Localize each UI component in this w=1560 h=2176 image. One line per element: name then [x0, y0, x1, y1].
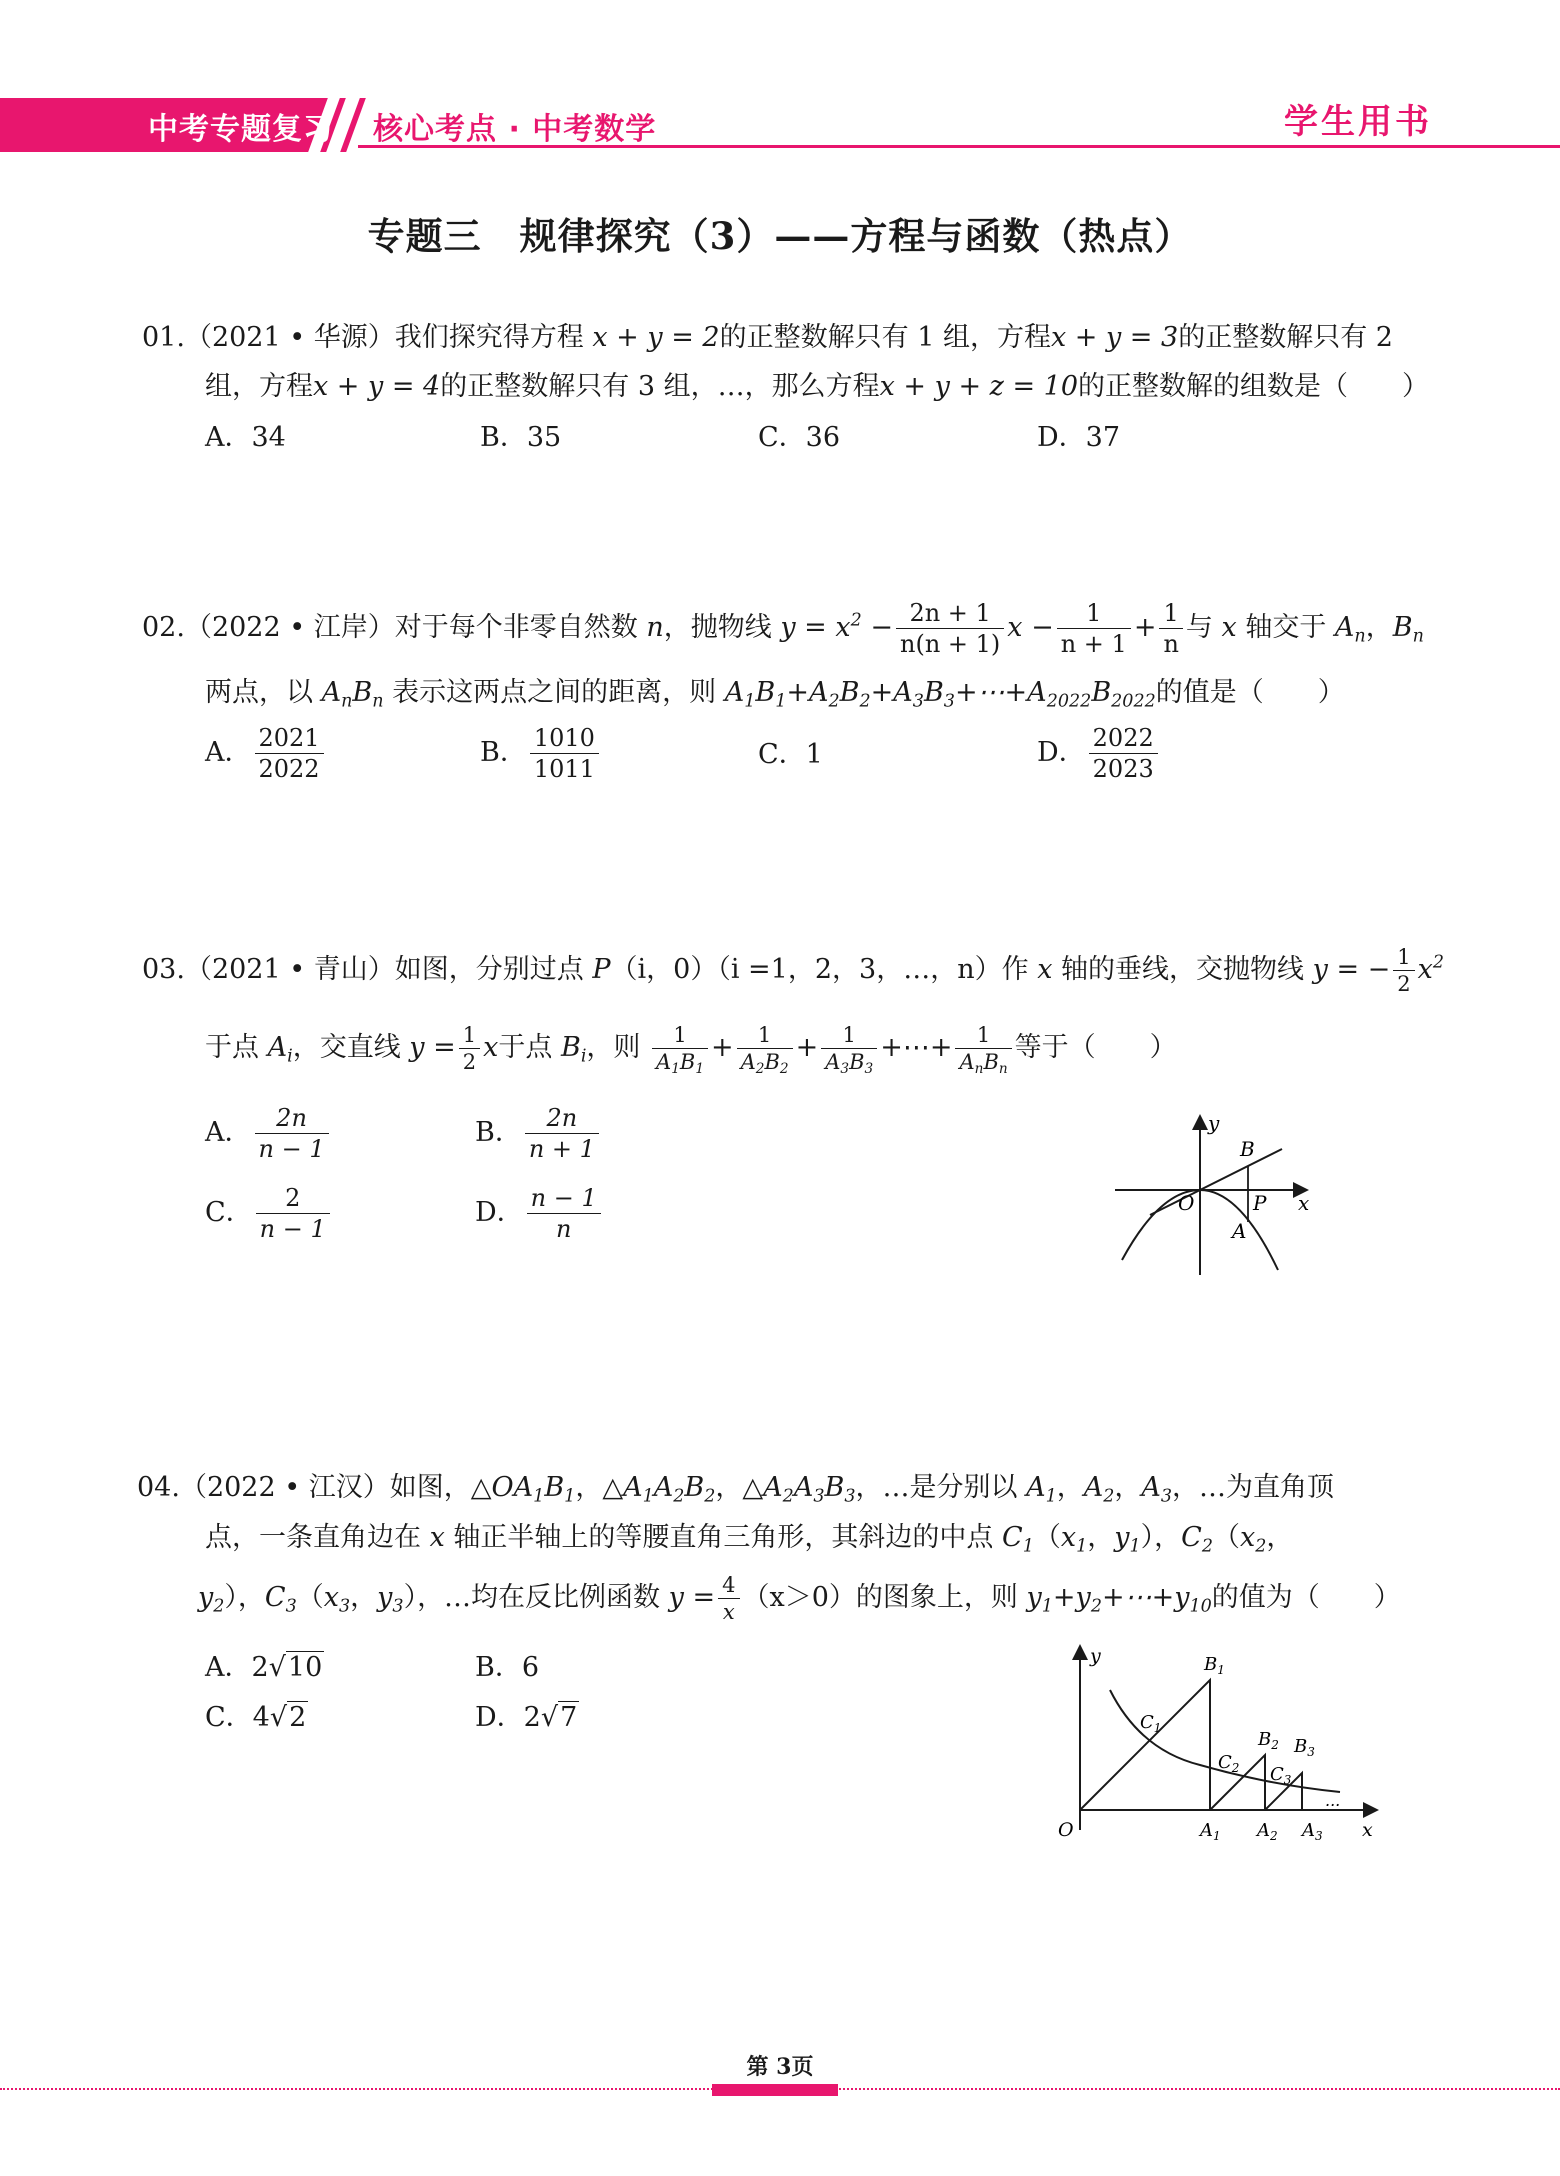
- q1-equation: x + y = 2: [592, 322, 720, 353]
- label-x: x: [1298, 1191, 1310, 1215]
- q4-option-c[interactable]: C．4√2: [205, 1702, 307, 1733]
- q3-option-c[interactable]: C． $\frac{2}{n - 1}$: [205, 1178, 333, 1248]
- q2-option-b[interactable]: B． $\frac{1010}{1011}$: [480, 718, 602, 788]
- q4-line1: 04.（2022 • 江汉）如图，$\triangle OA_1B_1$，$\triangle A_1A_2B_2$，$\triangle A_2A_3B_3$，…是分别以 $A_1$，$A_2$，$A_3$，…为直角顶: [137, 1472, 1335, 1507]
- q4-text: ，…为直角顶: [1172, 1472, 1335, 1503]
- q2-source: （2022 • 江岸）: [184, 612, 395, 643]
- label-y: y: [1090, 1645, 1101, 1667]
- q2-option-d[interactable]: D． $\frac{2022}{2023}$: [1037, 718, 1161, 788]
- q4-option-b[interactable]: B．6: [475, 1652, 540, 1683]
- footer-accent-bar: [712, 2084, 838, 2096]
- q2-number: 02.: [142, 612, 185, 643]
- q4-figure: [1040, 1640, 1380, 1840]
- label-c2: $C_2$: [1218, 1752, 1240, 1775]
- q4-line2: 点，一条直角边在 x 轴正半轴上的等腰直角三角形，其斜边的中点 $C_1(x_1$，$y_1$），$C_2(x_2$，: [205, 1522, 1294, 1557]
- q3-figure: [1110, 1110, 1320, 1280]
- q2-text: 表示这两点之间的距离，则: [392, 677, 717, 708]
- label-a2: $A_2$: [1257, 1820, 1278, 1840]
- q2-option-c[interactable]: C．1: [758, 739, 823, 770]
- q4-text: 轴正半轴上的等腰直角三角形，其斜边的中点: [453, 1522, 994, 1553]
- triangle-oa1b1: [1080, 1680, 1210, 1810]
- page-title: 专题三 规律探究（3）——方程与函数（热点）: [367, 214, 1193, 258]
- label-o: O: [1178, 1191, 1195, 1215]
- q1-number: 01.: [142, 322, 185, 353]
- q4-text: ，…是分别以: [855, 1472, 1018, 1503]
- q3-text: 等于（ ）: [1014, 1032, 1177, 1063]
- q3-option-d[interactable]: D． $\frac{n - 1}{n}$: [475, 1178, 604, 1248]
- q3-text: 轴的垂线，交抛物线: [1061, 954, 1305, 985]
- label-b3: $B_3$: [1294, 1736, 1315, 1759]
- q2-text: 对于每个非零自然数: [394, 612, 638, 643]
- label-c1: $C_1$: [1140, 1712, 1162, 1735]
- label-o: O: [1058, 1819, 1074, 1840]
- q3-line2: 于点 $A_i$，交直线 y = $\frac{1}{2}$ x于点 $B_i$，则 $\frac{1}{A_1B_1}$ + $\frac{1}{A_2B_2}$ + $\frac{1}{A_3B_3}$ +⋯+ $\frac{1}{A_nB_n}$ 等于（ ）: [205, 1023, 1177, 1078]
- q3-text: ，则: [586, 1032, 641, 1063]
- label-ellipsis: ...: [1325, 1791, 1341, 1810]
- q3-text: 于点: [498, 1032, 553, 1063]
- q1-text: 我们探究得方程: [394, 322, 584, 353]
- q3-line1: 03.（2021 • 青山）如图，分别过点 P（i，0）（i =1，2，3，…，n）作 x 轴的垂线，交抛物线 y = − $\frac{1}{2}$ $x^2$: [142, 945, 1445, 996]
- label-x: x: [1362, 1819, 1373, 1840]
- q2-text: 的值是（ ）: [1155, 677, 1345, 708]
- q2-option-a[interactable]: A． $\frac{2021}{2022}$: [205, 718, 327, 788]
- q2-text: 轴交于: [1245, 612, 1327, 643]
- q2-line2: 两点，以 $A_nB_n$ 表示这两点之间的距离，则 $A_1B_1+A_2B_2+A_3B_3+\cdots+A_{2022}B_{2022}$的值是（ ）: [205, 677, 1345, 712]
- label-a: A: [1232, 1219, 1247, 1243]
- q1-equation: x + y = 4: [313, 371, 441, 402]
- q3-option-b[interactable]: B． $\frac{2n}{n + 1}$: [475, 1098, 602, 1168]
- q2-fraction: $\frac{1}{n + 1}$: [1057, 598, 1131, 659]
- q2-formula: $y = x^2$ −: [780, 610, 893, 643]
- header-right-label: 学生用书: [1284, 102, 1432, 142]
- q1-line2: [205, 367, 1429, 407]
- q3-option-a[interactable]: A． $\frac{2n}{n - 1}$: [205, 1098, 332, 1168]
- q3-text: （i，0）（i =1，2，3，…，n）作: [610, 954, 1029, 985]
- q4-text: ，…均在反比例函数: [417, 1582, 661, 1613]
- q1-text: 组，方程: [205, 371, 313, 402]
- q3-text: 于点: [205, 1032, 259, 1063]
- q4-text: 的值为（ ）: [1211, 1582, 1401, 1613]
- q3-text: 如图，分别过点: [394, 954, 584, 985]
- label-b2: $B_2$: [1258, 1729, 1279, 1752]
- q1-text: 的正整数解只有 1 组，方程: [719, 322, 1051, 353]
- q1-equation: x + y = 3: [1050, 322, 1179, 353]
- header-left-label: 中考专题复习: [148, 112, 334, 147]
- q1-option-a[interactable]: A．34: [205, 422, 286, 453]
- label-b1: $B_1$: [1204, 1654, 1225, 1677]
- q2-line1: 02.（2022 • 江岸）对于每个非零自然数 n，抛物线 $y = x^2$ − $\frac{2n + 1}{n(n + 1)}$ x − $\frac{1}{n + 1}$ + $\frac{1}{n}$ 与 x 轴交于 $A_n$，$B_n$: [142, 599, 1424, 658]
- q2-text: 与: [1185, 612, 1213, 643]
- q4-number: 04.: [137, 1472, 180, 1503]
- q4-text: 点，一条直角边在: [205, 1522, 421, 1553]
- q4-source: （2022 • 江汉）: [179, 1472, 390, 1503]
- q4-text: 如图，: [389, 1472, 471, 1503]
- q1-line1: [142, 318, 1393, 358]
- q4-line3: $y_2$），$C_3(x_3$，$y_3$），…均在反比例函数 y = $\frac{4}{x}$ （x＞0）的图象上，则 $y_1+y_2+\cdots+y_{10}$的值为（ ）: [198, 1573, 1401, 1624]
- q3-number: 03.: [142, 954, 185, 985]
- q1-text: 的正整数解的组数是（ ）: [1078, 371, 1430, 402]
- label-a3: $A_3$: [1302, 1820, 1323, 1840]
- q2-text: 两点，以: [205, 677, 313, 708]
- label-b: B: [1240, 1137, 1255, 1161]
- label-c3: $C_3$: [1270, 1764, 1292, 1787]
- page-number: 第 3页: [746, 2054, 814, 2080]
- q2-var: n: [646, 612, 664, 643]
- q4-option-d[interactable]: D．2√7: [475, 1702, 578, 1733]
- label-a1: $A_1$: [1200, 1820, 1221, 1840]
- q1-equation: x + y + z = 10: [879, 371, 1079, 402]
- q3-source: （2021 • 青山）: [184, 954, 395, 985]
- q2-fraction: $\frac{2n + 1}{n(n + 1)}$: [896, 598, 1004, 659]
- q1-option-d[interactable]: D．37: [1037, 422, 1121, 453]
- label-p: P: [1253, 1191, 1267, 1215]
- q3-text: ，交直线: [292, 1032, 401, 1063]
- q1-option-c[interactable]: C．36: [758, 422, 841, 453]
- label-y: y: [1208, 1111, 1220, 1135]
- header-middle-label: 核心考点 · 中考数学: [373, 112, 657, 147]
- q1-source: （2021 • 华源）: [184, 322, 395, 353]
- q4-text: （x＞0）的图象上，则: [742, 1582, 1018, 1613]
- q2-fraction: $\frac{1}{n}$: [1159, 598, 1182, 659]
- q1-text: 的正整数解只有 2: [1178, 322, 1393, 353]
- q4-option-a[interactable]: A．2√10: [205, 1652, 323, 1683]
- q1-option-b[interactable]: B．35: [480, 422, 562, 453]
- q1-text: 的正整数解只有 3 组，…，那么方程: [440, 371, 880, 402]
- q2-text: ，抛物线: [663, 612, 772, 643]
